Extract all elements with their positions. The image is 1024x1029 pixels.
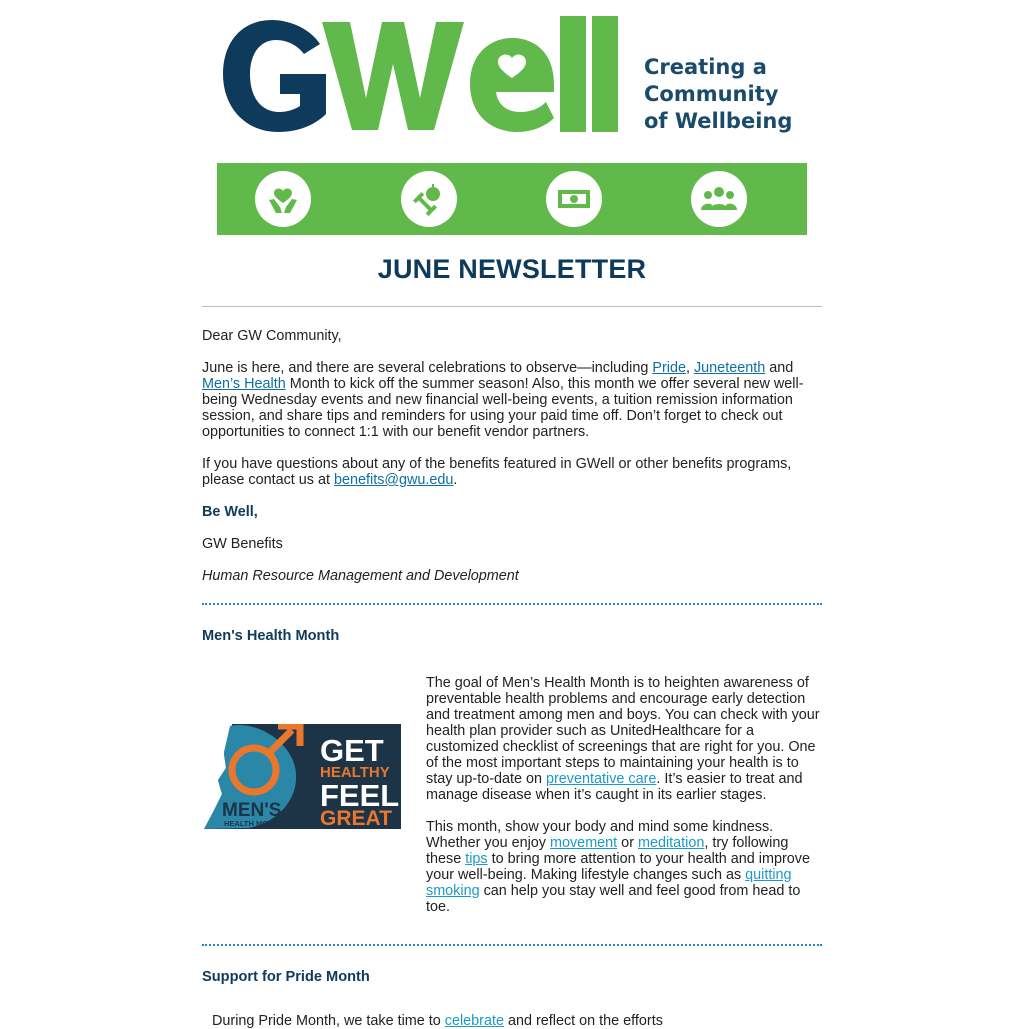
newsletter-title: JUNE NEWSLETTER (377, 254, 647, 284)
mens-health-link[interactable]: Men’s Health (202, 376, 286, 392)
contact-paragraph (202, 456, 806, 488)
contact-period: . (453, 472, 458, 488)
pride-heading: Support for Pride Month (202, 969, 370, 985)
pride-text-end: and reflect on the efforts (503, 1013, 663, 1029)
icon-banner (217, 163, 807, 235)
mens-health-heading: Men's Health Month (202, 628, 340, 644)
tagline-line-1: Creating a (644, 55, 767, 79)
pride-paragraph (212, 1013, 816, 1029)
section-divider (202, 603, 822, 605)
intro-and: and (765, 360, 794, 376)
contact-text: If you have questions about any of the benefits featured in GWell or other benefits programs, please contact us at (202, 456, 792, 488)
logo-tagline (644, 54, 814, 135)
promo-feel-text: FEEL (320, 778, 400, 813)
promo-get-text: GET (320, 733, 384, 768)
mens-health-paragraph-2 (426, 819, 822, 915)
meditation-link[interactable]: meditation (637, 835, 705, 851)
pride-text-start: During Pride Month, we take time to (212, 1013, 445, 1029)
benefits-email-link[interactable]: benefits@gwu.edu (334, 472, 454, 488)
pride-link[interactable]: Pride (652, 360, 686, 376)
movement-link[interactable]: movement (550, 835, 618, 851)
intro-paragraph (202, 360, 806, 440)
promo-month-text: HEALTH MONTH (224, 819, 284, 828)
quitting-smoking-link[interactable]: quitting smoking (426, 867, 792, 899)
tagline-line-3: of Wellbeing (644, 109, 793, 133)
mens-health-text-or: or (617, 835, 638, 851)
mens-health-promo-image (204, 724, 401, 829)
celebrate-link[interactable]: celebrate (444, 1013, 504, 1029)
tips-link[interactable]: tips (465, 851, 488, 867)
preventative-care-link[interactable]: preventative care (546, 771, 657, 787)
intro-comma: , (685, 360, 694, 376)
people-group-icon (691, 171, 747, 227)
signoff: Be Well, (202, 504, 258, 520)
promo-healthy-text: HEALTHY (320, 764, 390, 781)
signer: GW Benefits (202, 536, 283, 552)
title-divider (202, 306, 822, 307)
mens-health-text-1: The goal of Men’s Health Month is to heighten awareness of preventable health problems and encourage early detection and treatment among men and boys. You can check with your health plan provider such as UnitedHealthcare for a customized checklist of screenings that are right for you. One of the most important steps to maintaining your health is to stay up-to-date on (426, 675, 820, 787)
mens-health-text-2a: This month, show your body and mind some kindness. Whether you enjoy (426, 819, 774, 851)
mens-health-text-2b: , try following these (426, 835, 789, 867)
promo-great-text: GREAT (320, 807, 392, 829)
heart-in-hands-icon (255, 171, 311, 227)
greeting: Dear GW Community, (202, 328, 342, 344)
money-bill-icon (546, 171, 602, 227)
juneteenth-link[interactable]: Juneteenth (693, 360, 766, 376)
promo-mens-text: MEN'S (222, 800, 282, 821)
mens-health-text-2c: to bring more attention to your health and improve your well-being. Making lifestyle changes such as (426, 851, 810, 883)
intro-text-end: Month to kick off the summer season! Also, this month we offer several new well-being Wednesday events and new financial well-being events, a tuition remission information session, and share tips and reminders for using your paid time off. Don’t forget to check out opportunities to connect 1:1 with our benefit vendor partners. (202, 376, 804, 440)
apple-dumbbell-icon (401, 171, 457, 227)
mens-health-text-2d: can help you stay well and feel good from head to toe. (426, 883, 801, 915)
tagline-line-2: Community (644, 82, 779, 106)
mens-health-paragraph-1 (426, 675, 822, 803)
department: Human Resource Management and Development (202, 568, 519, 584)
intro-text-start: June is here, and there are several celebrations to observe—including (202, 360, 653, 376)
mens-health-text-1-end: . It’s easier to treat and manage disease when it’s caught in its earlier stages. (426, 771, 803, 803)
section-divider-2 (202, 944, 822, 946)
